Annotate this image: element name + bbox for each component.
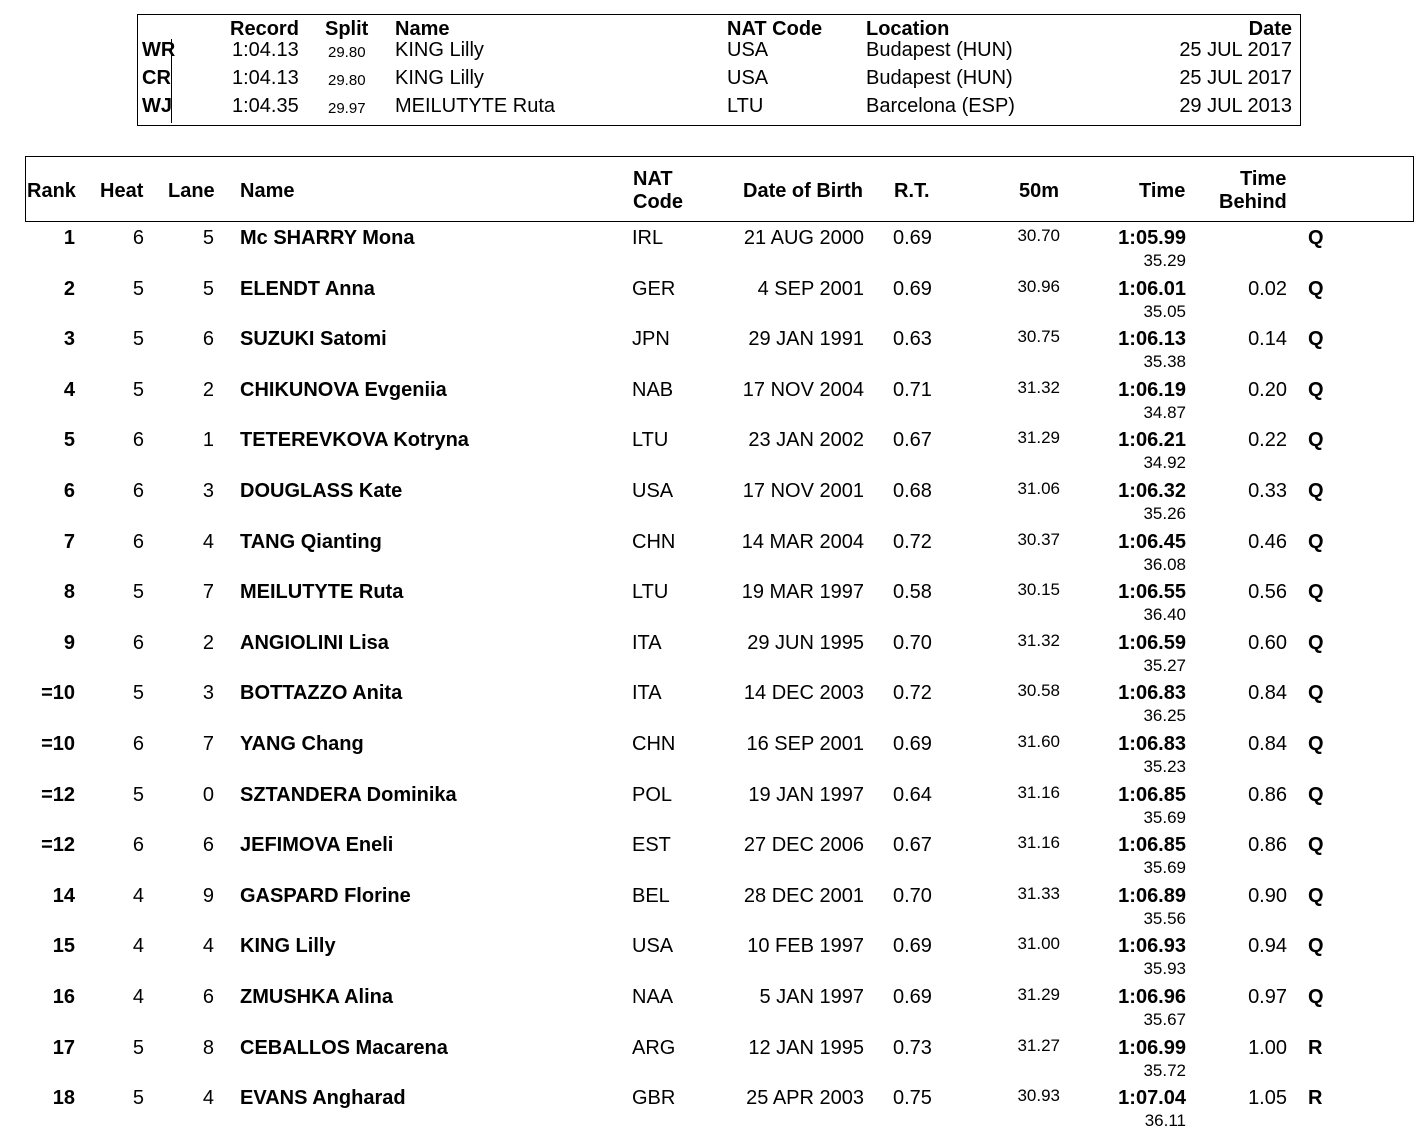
second-split-cell: 35.69 [1143, 807, 1186, 827]
rank-cell: 16 [52, 986, 75, 1008]
second-split-cell: 35.27 [1143, 655, 1186, 675]
reaction-time-cell: 0.75 [893, 1087, 932, 1110]
split-50m-cell: 31.16 [1017, 833, 1060, 853]
header-heat: Heat [100, 180, 144, 202]
lane-cell: 2 [202, 378, 214, 401]
time-behind-cell: 0.84 [1248, 733, 1287, 755]
rank-cell: 8 [63, 581, 75, 604]
time-behind-cell: 0.22 [1248, 429, 1287, 452]
table-row [0, 880, 1414, 931]
records-header-date: Date [1248, 18, 1292, 40]
record-nat: USA [727, 39, 769, 61]
qualification-cell: R [1308, 1036, 1323, 1059]
name-cell: DOUGLASS Kate [240, 480, 403, 502]
name-cell: ANGIOLINI Lisa [240, 631, 389, 654]
heat-cell: 5 [132, 682, 144, 705]
rank-cell: 15 [52, 935, 75, 958]
qualification-cell: Q [1308, 328, 1324, 351]
qualification-cell: Q [1308, 378, 1324, 401]
lane-cell: 5 [202, 277, 214, 300]
record-split: 29.80 [328, 44, 366, 61]
nat-cell: CHN [632, 530, 676, 553]
nat-cell: JPN [632, 328, 670, 351]
lane-cell: 4 [202, 1087, 214, 1110]
header-nat-line2: Code [633, 191, 683, 213]
name-cell: SZTANDERA Dominika [240, 783, 457, 806]
name-cell: GASPARD Florine [240, 884, 411, 907]
second-split-cell: 35.69 [1143, 858, 1186, 878]
rank-cell: 2 [63, 277, 75, 300]
lane-cell: 7 [202, 581, 214, 604]
name-cell: Mc SHARRY Mona [240, 227, 415, 249]
header-name: Name [240, 180, 295, 202]
header-behind-line1: Time [1240, 168, 1287, 190]
name-cell: BOTTAZZO Anita [240, 682, 403, 705]
rank-cell: 18 [52, 1087, 75, 1110]
time-cell: 1:06.13 [1118, 328, 1186, 351]
header-rt: R.T. [894, 180, 930, 202]
nat-cell: GBR [632, 1087, 676, 1110]
qualification-cell: Q [1308, 631, 1324, 654]
rank-cell: 4 [63, 378, 75, 401]
header-dob: Date of Birth [743, 180, 863, 202]
dob-cell: 23 JAN 2002 [748, 429, 864, 452]
name-cell: MEILUTYTE Ruta [240, 581, 404, 604]
table-row [0, 1032, 1414, 1083]
time-behind-cell: 0.97 [1248, 986, 1287, 1008]
time-cell: 1:06.85 [1118, 834, 1186, 857]
heat-cell: 5 [132, 1087, 144, 1110]
nat-cell: NAB [632, 378, 674, 401]
name-cell: TANG Qianting [240, 530, 382, 553]
nat-cell: CHN [632, 733, 676, 755]
records-header-nat: NAT Code [727, 18, 823, 40]
header-rank: Rank [27, 180, 76, 202]
header-behind-line2: Behind [1219, 191, 1287, 213]
record-nat: USA [727, 67, 769, 89]
heat-cell: 5 [132, 378, 144, 401]
table-row [0, 222, 1414, 273]
table-row [0, 424, 1414, 475]
split-50m-cell: 31.33 [1017, 883, 1060, 903]
qualification-cell: Q [1308, 429, 1324, 452]
reaction-time-cell: 0.67 [893, 834, 932, 857]
split-50m-cell: 31.32 [1017, 630, 1060, 650]
rank-cell: 14 [52, 884, 75, 907]
split-50m-cell: 31.32 [1017, 377, 1060, 397]
lane-cell: 3 [202, 480, 214, 502]
name-cell: KING Lilly [240, 935, 336, 958]
table-row [0, 526, 1414, 577]
heat-cell: 6 [132, 227, 144, 249]
split-50m-cell: 30.70 [1017, 226, 1060, 245]
nat-cell: GER [632, 277, 676, 300]
qualification-cell: Q [1308, 277, 1324, 300]
record-location: Budapest (HUN) [866, 67, 1013, 89]
nat-cell: BEL [632, 884, 670, 907]
table-row [0, 728, 1414, 779]
lane-cell: 2 [202, 631, 214, 654]
header-time: Time [1139, 180, 1186, 202]
records-header-location: Location [866, 18, 950, 40]
record-row [138, 39, 1300, 67]
table-row [0, 930, 1414, 981]
lane-cell: 8 [202, 1036, 214, 1059]
heat-cell: 6 [132, 530, 144, 553]
heat-cell: 4 [132, 986, 144, 1008]
reaction-time-cell: 0.70 [893, 884, 932, 907]
second-split-cell: 35.56 [1143, 908, 1186, 928]
qualification-cell: Q [1308, 935, 1324, 958]
name-cell: TETEREVKOVA Kotryna [240, 429, 469, 452]
records-header-name: Name [395, 18, 450, 40]
rank-cell: 17 [52, 1036, 75, 1059]
name-cell: JEFIMOVA Eneli [240, 834, 394, 857]
table-row [0, 677, 1414, 728]
table-row [0, 627, 1414, 678]
dob-cell: 14 MAR 2004 [741, 530, 864, 553]
nat-cell: EST [632, 834, 671, 857]
dob-cell: 17 NOV 2001 [742, 480, 864, 502]
rank-cell: 7 [63, 530, 75, 553]
second-split-cell: 36.11 [1144, 1111, 1186, 1131]
reaction-time-cell: 0.69 [893, 733, 932, 755]
table-row [0, 981, 1414, 1032]
time-cell: 1:06.21 [1118, 429, 1186, 452]
heat-cell: 6 [132, 429, 144, 452]
reaction-time-cell: 0.69 [893, 935, 932, 958]
time-behind-cell: 0.14 [1248, 328, 1287, 351]
reaction-time-cell: 0.68 [893, 480, 932, 502]
record-date: 25 JUL 2017 [1179, 67, 1292, 89]
lane-cell: 4 [202, 935, 214, 958]
time-behind-cell: 0.02 [1248, 277, 1287, 300]
table-row [0, 779, 1414, 830]
time-cell: 1:06.45 [1118, 530, 1186, 553]
time-cell: 1:06.96 [1118, 986, 1186, 1008]
time-cell: 1:06.99 [1118, 1036, 1186, 1059]
lane-cell: 6 [202, 328, 214, 351]
heat-cell: 4 [132, 884, 144, 907]
rank-cell: =12 [41, 834, 75, 857]
record-split: 29.80 [328, 72, 366, 89]
name-cell: YANG Chang [240, 733, 364, 755]
reaction-time-cell: 0.67 [893, 429, 932, 452]
time-behind-cell: 0.60 [1248, 631, 1287, 654]
record-nat: LTU [727, 95, 764, 117]
name-cell: CEBALLOS Macarena [240, 1036, 448, 1059]
time-cell: 1:06.93 [1118, 935, 1186, 958]
second-split-cell: 36.08 [1143, 554, 1186, 574]
results-header [25, 156, 1414, 222]
dob-cell: 27 DEC 2006 [743, 834, 864, 857]
record-location: Barcelona (ESP) [866, 95, 1015, 117]
record-time: 1:04.13 [232, 67, 299, 89]
dob-cell: 29 JUN 1995 [747, 631, 864, 654]
reaction-time-cell: 0.72 [893, 682, 932, 705]
split-50m-cell: 30.37 [1017, 529, 1060, 549]
reaction-time-cell: 0.69 [893, 277, 932, 300]
split-50m-cell: 31.29 [1017, 985, 1060, 1004]
time-cell: 1:06.32 [1118, 480, 1186, 502]
second-split-cell: 34.87 [1143, 402, 1186, 422]
rank-cell: =12 [41, 783, 75, 806]
dob-cell: 12 JAN 1995 [748, 1036, 864, 1059]
heat-cell: 5 [132, 1036, 144, 1059]
dob-cell: 25 APR 2003 [746, 1087, 864, 1110]
split-50m-cell: 31.16 [1017, 782, 1060, 802]
heat-cell: 4 [132, 935, 144, 958]
dob-cell: 21 AUG 2000 [743, 227, 864, 249]
dob-cell: 28 DEC 2001 [743, 884, 864, 907]
split-50m-cell: 31.00 [1017, 934, 1060, 954]
record-location: Budapest (HUN) [866, 39, 1013, 61]
header-nat-line1: NAT [633, 168, 673, 190]
nat-cell: POL [632, 783, 673, 806]
qualification-cell: Q [1308, 530, 1324, 553]
reaction-time-cell: 0.71 [893, 378, 932, 401]
time-behind-cell: 0.56 [1248, 581, 1287, 604]
lane-cell: 1 [202, 429, 214, 452]
heat-cell: 5 [132, 783, 144, 806]
time-cell: 1:06.89 [1118, 884, 1186, 907]
heat-cell: 5 [132, 581, 144, 604]
reaction-time-cell: 0.64 [893, 783, 932, 806]
dob-cell: 5 JAN 1997 [759, 986, 864, 1008]
second-split-cell: 35.38 [1143, 352, 1186, 372]
record-name: KING Lilly [395, 67, 484, 89]
dob-cell: 19 MAR 1997 [741, 581, 864, 604]
record-date: 25 JUL 2017 [1179, 39, 1292, 61]
name-cell: CHIKUNOVA Evgeniia [240, 378, 447, 401]
nat-cell: IRL [632, 227, 664, 249]
reaction-time-cell: 0.70 [893, 631, 932, 654]
name-cell: EVANS Angharad [240, 1087, 406, 1110]
qualification-cell: R [1308, 1087, 1323, 1110]
nat-cell: LTU [632, 429, 669, 452]
reaction-time-cell: 0.72 [893, 530, 932, 553]
time-behind-cell: 1.00 [1248, 1036, 1287, 1059]
header-50m: 50m [1019, 180, 1060, 202]
record-row [138, 95, 1300, 123]
dob-cell: 19 JAN 1997 [748, 783, 864, 806]
qualification-cell: Q [1308, 581, 1324, 604]
qualification-cell: Q [1308, 227, 1324, 249]
qualification-cell: Q [1308, 733, 1324, 755]
heat-cell: 6 [132, 834, 144, 857]
record-code: CR [138, 67, 172, 95]
time-behind-cell: 0.90 [1248, 884, 1287, 907]
time-cell: 1:07.04 [1118, 1087, 1186, 1110]
second-split-cell: 35.72 [1143, 1060, 1186, 1080]
rank-cell: =10 [41, 682, 75, 705]
time-behind-cell: 0.94 [1248, 935, 1287, 958]
time-cell: 1:06.01 [1118, 277, 1186, 300]
reaction-time-cell: 0.73 [893, 1036, 932, 1059]
qualification-cell: Q [1308, 682, 1324, 705]
dob-cell: 14 DEC 2003 [743, 682, 864, 705]
lane-cell: 5 [202, 227, 214, 249]
split-50m-cell: 30.93 [1017, 1086, 1060, 1106]
second-split-cell: 35.29 [1143, 251, 1186, 270]
time-behind-cell: 0.86 [1248, 834, 1287, 857]
record-name: KING Lilly [395, 39, 484, 61]
table-row [0, 374, 1414, 425]
rank-cell: 1 [63, 227, 75, 249]
nat-cell: NAA [632, 986, 674, 1008]
rank-cell: 5 [63, 429, 75, 452]
reaction-time-cell: 0.58 [893, 581, 932, 604]
table-row [0, 829, 1414, 880]
dob-cell: 16 SEP 2001 [746, 733, 864, 755]
lane-cell: 4 [202, 530, 214, 553]
records-header-split: Split [325, 18, 369, 40]
lane-cell: 3 [202, 682, 214, 705]
time-behind-cell: 0.33 [1248, 480, 1287, 502]
reaction-time-cell: 0.63 [893, 328, 932, 351]
lane-cell: 0 [202, 783, 214, 806]
split-50m-cell: 30.75 [1017, 327, 1060, 347]
second-split-cell: 35.05 [1143, 301, 1186, 321]
table-row [0, 1082, 1414, 1133]
time-behind-cell: 0.86 [1248, 783, 1287, 806]
time-behind-cell: 0.84 [1248, 682, 1287, 705]
nat-cell: USA [632, 480, 674, 502]
nat-cell: ARG [632, 1036, 676, 1059]
second-split-cell: 34.92 [1143, 453, 1186, 473]
nat-cell: LTU [632, 581, 669, 604]
time-cell: 1:06.85 [1118, 783, 1186, 806]
name-cell: SUZUKI Satomi [240, 328, 387, 351]
qualification-cell: Q [1308, 884, 1324, 907]
reaction-time-cell: 0.69 [893, 986, 932, 1008]
nat-cell: USA [632, 935, 674, 958]
table-row [0, 576, 1414, 627]
table-row [0, 323, 1414, 374]
second-split-cell: 36.40 [1143, 605, 1186, 625]
time-cell: 1:06.55 [1118, 581, 1186, 604]
rank-cell: 3 [63, 328, 75, 351]
header-lane: Lane [168, 180, 215, 202]
heat-cell: 5 [132, 328, 144, 351]
record-name: MEILUTYTE Ruta [395, 95, 556, 117]
table-row [0, 475, 1414, 526]
second-split-cell: 36.25 [1143, 706, 1186, 726]
records-header-record: Record [230, 18, 299, 40]
time-behind-cell: 0.20 [1248, 378, 1287, 401]
heat-cell: 5 [132, 277, 144, 300]
record-time: 1:04.35 [232, 95, 299, 117]
record-row [138, 67, 1300, 95]
time-cell: 1:06.83 [1118, 733, 1186, 755]
rank-cell: 6 [63, 480, 75, 502]
dob-cell: 29 JAN 1991 [748, 328, 864, 351]
split-50m-cell: 30.15 [1017, 580, 1060, 600]
qualification-cell: Q [1308, 834, 1324, 857]
nat-cell: ITA [632, 631, 662, 654]
split-50m-cell: 31.06 [1017, 479, 1060, 498]
dob-cell: 4 SEP 2001 [757, 277, 864, 300]
split-50m-cell: 30.58 [1017, 681, 1060, 701]
second-split-cell: 35.67 [1143, 1010, 1186, 1029]
nat-cell: ITA [632, 682, 662, 705]
split-50m-cell: 31.29 [1017, 428, 1060, 448]
records-table [137, 14, 1301, 126]
time-behind-cell: 1.05 [1248, 1087, 1287, 1110]
record-time: 1:04.13 [232, 39, 299, 61]
time-cell: 1:06.83 [1118, 682, 1186, 705]
record-split: 29.97 [328, 100, 366, 117]
dob-cell: 17 NOV 2004 [742, 378, 864, 401]
reaction-time-cell: 0.69 [893, 227, 932, 249]
dob-cell: 10 FEB 1997 [747, 935, 864, 958]
lane-cell: 7 [202, 733, 214, 755]
split-50m-cell: 30.96 [1017, 276, 1060, 296]
name-cell: ELENDT Anna [240, 277, 375, 300]
time-behind-cell: 0.46 [1248, 530, 1287, 553]
qualification-cell: Q [1308, 783, 1324, 806]
second-split-cell: 35.26 [1143, 504, 1186, 523]
split-50m-cell: 31.27 [1017, 1035, 1060, 1055]
lane-cell: 9 [202, 884, 214, 907]
second-split-cell: 35.23 [1143, 757, 1186, 776]
lane-cell: 6 [202, 834, 214, 857]
heat-cell: 6 [132, 733, 144, 755]
heat-cell: 6 [132, 631, 144, 654]
rank-cell: 9 [63, 631, 75, 654]
record-date: 29 JUL 2013 [1179, 95, 1292, 117]
time-cell: 1:05.99 [1118, 227, 1186, 249]
split-50m-cell: 31.60 [1017, 732, 1060, 751]
record-code: WJ [138, 95, 172, 123]
name-cell: ZMUSHKA Alina [240, 986, 393, 1008]
record-code: WR [138, 39, 172, 67]
heat-cell: 6 [132, 480, 144, 502]
rank-cell: =10 [41, 733, 75, 755]
qualification-cell: Q [1308, 986, 1324, 1008]
time-cell: 1:06.59 [1118, 631, 1186, 654]
table-row [0, 273, 1414, 324]
time-cell: 1:06.19 [1118, 378, 1186, 401]
qualification-cell: Q [1308, 480, 1324, 502]
lane-cell: 6 [202, 986, 214, 1008]
second-split-cell: 35.93 [1143, 959, 1186, 979]
